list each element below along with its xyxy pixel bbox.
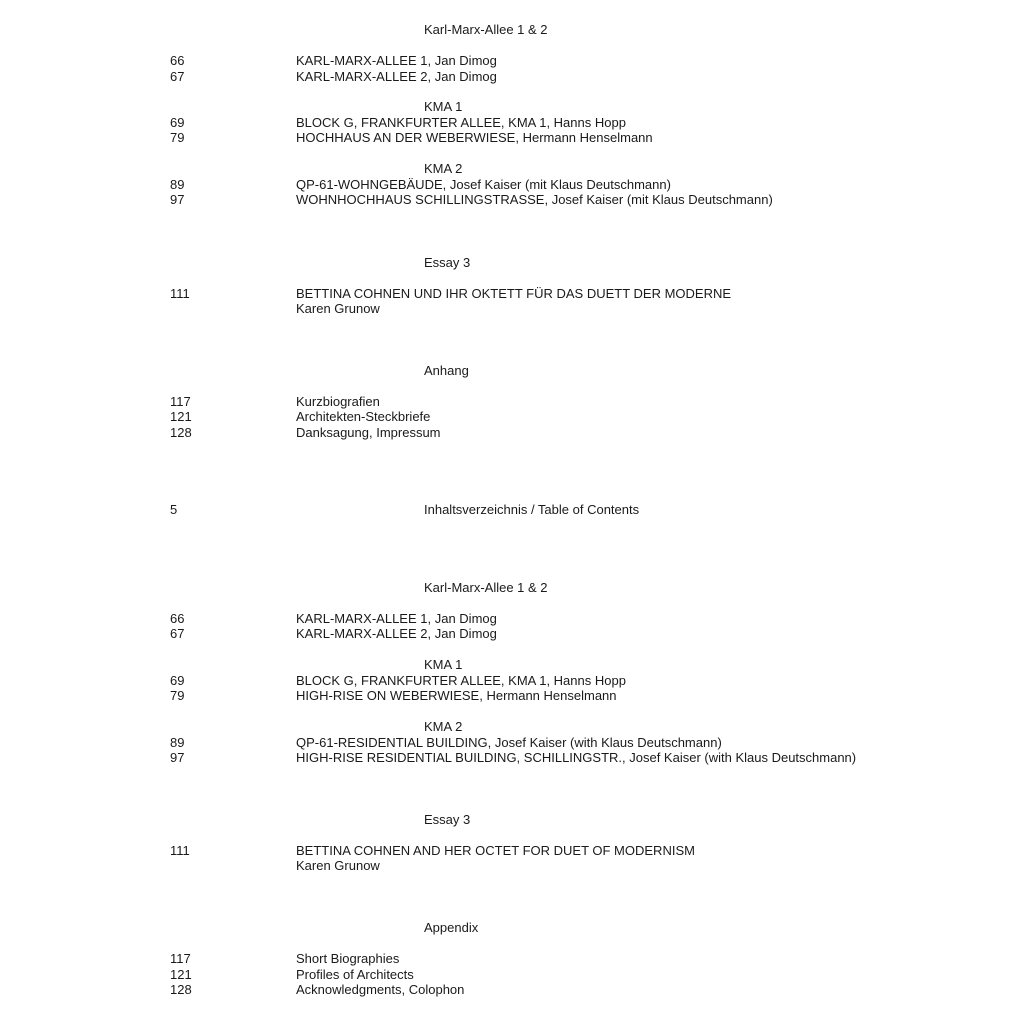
toc-entry-link[interactable]: Acknowledgments, Colophon [296, 982, 465, 997]
toc-entry-link[interactable]: WOHNHOCHHAUS SCHILLINGSTRASSE, Josef Kaiser (mit Klaus Deutschmann) [296, 192, 773, 207]
toc-entry-link[interactable]: BLOCK G, FRANKFURTER ALLEE, KMA 1, Hanns Hopp [296, 673, 626, 688]
page-number: 111 [170, 843, 190, 858]
toc-entry-link[interactable]: BLOCK G, FRANKFURTER ALLEE, KMA 1, Hanns Hopp [296, 115, 626, 130]
section-heading-kma1: KMA 1 [424, 657, 463, 672]
toc-entry-link[interactable]: Kurzbiografien [296, 394, 380, 409]
section-heading-essay: Essay 3 [424, 812, 471, 827]
toc-entry-link[interactable]: BETTINA COHNEN AND HER OCTET FOR DUET OF MODERNISM [296, 843, 695, 858]
toc-entry-link[interactable]: Profiles of Architects [296, 967, 414, 982]
page-number: 111 [170, 286, 190, 301]
page-number: 121 [170, 409, 192, 424]
toc-entry-link[interactable]: KARL-MARX-ALLEE 2, Jan Dimog [296, 69, 497, 84]
page-number: 121 [170, 967, 192, 982]
toc-entry-link[interactable]: HIGH-RISE RESIDENTIAL BUILDING, SCHILLINGSTR., Josef Kaiser (with Klaus Deutschmann) [296, 750, 857, 765]
section-heading-kma2: KMA 2 [424, 719, 463, 734]
page-number: 97 [170, 750, 185, 765]
page-number: 117 [170, 394, 191, 409]
toc-entry-link[interactable]: Architekten-Steckbriefe [296, 409, 431, 424]
page-number: 128 [170, 425, 192, 440]
page-title: Inhaltsverzeichnis / Table of Contents [424, 502, 640, 517]
section-heading-essay: Essay 3 [424, 255, 471, 270]
page-number: 66 [170, 611, 185, 626]
section-heading-karl-marx-allee: Karl-Marx-Allee 1 & 2 [424, 580, 548, 595]
section-heading-kma2: KMA 2 [424, 161, 463, 176]
section-heading-appendix: Appendix [424, 920, 479, 935]
toc-entry-link[interactable]: KARL-MARX-ALLEE 1, Jan Dimog [296, 611, 497, 626]
page-number: 117 [170, 951, 191, 966]
toc-entry-link[interactable]: QP-61-RESIDENTIAL BUILDING, Josef Kaiser (with Klaus Deutschmann) [296, 735, 722, 750]
page-number: 89 [170, 735, 185, 750]
page-number: 79 [170, 130, 185, 145]
toc-entry-link[interactable]: HOCHHAUS AN DER WEBERWIESE, Hermann Henselmann [296, 130, 653, 145]
toc-entry-link[interactable]: KARL-MARX-ALLEE 1, Jan Dimog [296, 53, 497, 68]
page-number: 79 [170, 688, 185, 703]
folio-page-number: 5 [170, 502, 178, 517]
page-number: 89 [170, 177, 185, 192]
toc-entry-link[interactable]: QP-61-WOHNGEBÄUDE, Josef Kaiser (mit Klaus Deutschmann) [296, 177, 671, 192]
page-number: 128 [170, 982, 192, 997]
page-number: 69 [170, 115, 185, 130]
page-number: 67 [170, 69, 185, 84]
section-heading-kma1: KMA 1 [424, 99, 463, 114]
toc-entry-link[interactable]: Danksagung, Impressum [296, 425, 441, 440]
page-number: 67 [170, 626, 185, 641]
section-heading-appendix: Anhang [424, 363, 469, 378]
toc-entry-author: Karen Grunow [296, 301, 380, 316]
page-number: 97 [170, 192, 185, 207]
section-heading-karl-marx-allee: Karl-Marx-Allee 1 & 2 [424, 22, 548, 37]
toc-entry-link[interactable]: HIGH-RISE ON WEBERWIESE, Hermann Henselmann [296, 688, 617, 703]
toc-entry-author: Karen Grunow [296, 858, 380, 873]
toc-entry-link[interactable]: BETTINA COHNEN UND IHR OKTETT FÜR DAS DUETT DER MODERNE [296, 286, 732, 301]
toc-entry-link[interactable]: Short Biographies [296, 951, 400, 966]
page-number: 66 [170, 53, 185, 68]
page-number: 69 [170, 673, 185, 688]
toc-entry-link[interactable]: KARL-MARX-ALLEE 2, Jan Dimog [296, 626, 497, 641]
